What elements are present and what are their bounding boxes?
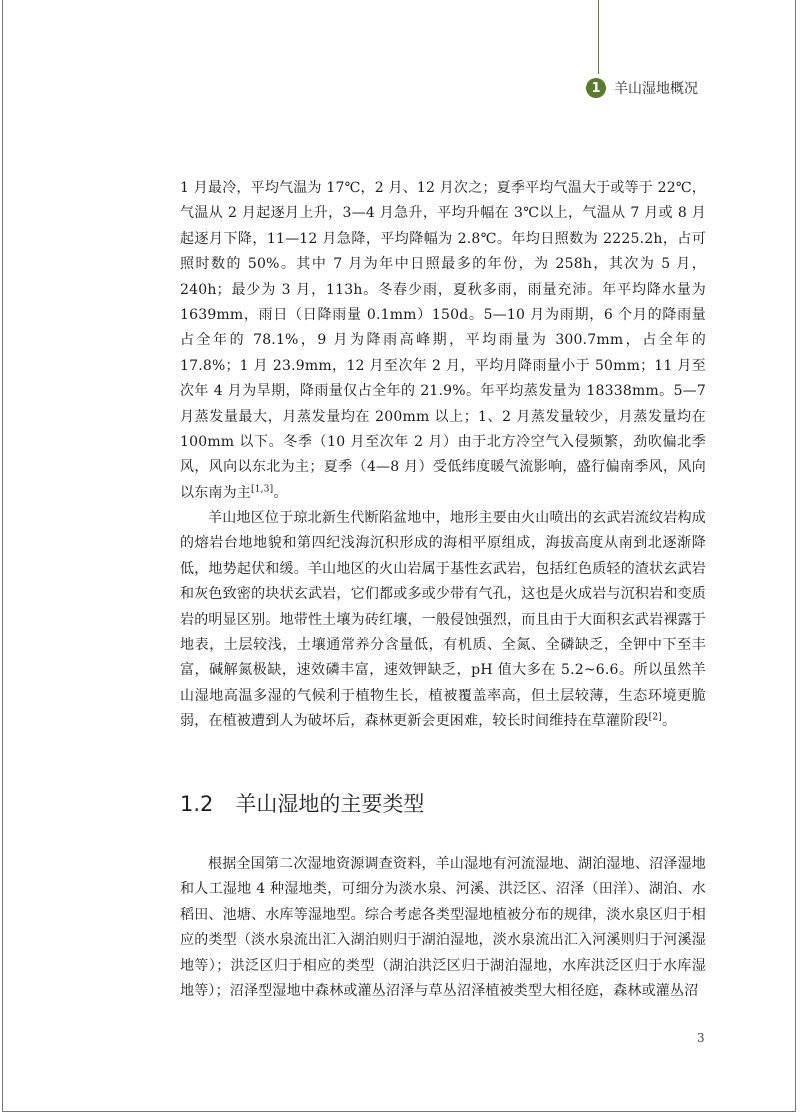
climate-end: 。	[273, 484, 288, 501]
types-paragraph-block	[180, 852, 706, 1004]
geology-text: 羊山地区位于琼北新生代断陷盆地中，地形主要由火山喷出的玄武岩流纹岩构成的熔岩台地地貌和第四纪浅海沉积形成的海相平原组成，海拔高度从南到北逐渐降低，地势起伏和缓。羊山地区的火山岩属于基性玄武岩，包括红色质轻的渣状玄武岩和灰色致密的块状玄武岩，它们都或多或少带有气孔，这也是火成岩与沉积岩和变质岩的明显区别。地带性土壤为砖红壤，一般侵蚀强烈，而且由于大面积玄武岩裸露于地表，土层较浅，土壤通常养分含量低，有机质、全氮、全磷缺乏，全钾中下至丰富，碱解氮极缺，速效磷丰富，速效钾缺乏，pH 值大多在 5.2~6.6。所以虽然羊山湿地高温多湿的气候利于植物生长，植被覆盖率高，但土层较薄，生态环境更脆弱，在植被遭到人为破坏后，森林更新会更困难，较长时间维持在草灌阶段	[180, 510, 706, 730]
page-number: 3	[697, 1031, 705, 1045]
citation-2: [2]	[648, 712, 662, 723]
chapter-title: 羊山湿地概况	[614, 81, 698, 97]
chapter-header	[586, 78, 698, 98]
section-number: 1.2	[180, 792, 214, 816]
citation-1-3: [1,3]	[251, 484, 274, 495]
climate-paragraph	[180, 176, 706, 506]
types-paragraph: 根据全国第二次湿地资源调查资料，羊山湿地有河流湿地、湖泊湿地、沼泽湿地和人工湿地 4 种湿地类，可细分为淡水泉、河溪、洪泛区、沼泽（田洋）、湖泊、水稻田、池塘、水库等湿地型。综合考虑各类型湿地植被分布的规律，淡水泉区归于相应的类型（淡水泉流出汇入湖泊则归于湖泊湿地，淡水泉流出汇入河溪则归于河溪湿地等）；洪泛区归于相应的类型（湖泊洪泛区归于湖泊湿地，水库洪泛区归于水库湿地等）；沼泽型湿地中森林或灌丛沼泽与草丛沼泽植被类型大相径庭，森林或灌丛沼	[180, 856, 706, 1000]
section-title: 羊山湿地的主要类型	[235, 792, 425, 816]
chapter-number-badge: 1	[586, 78, 606, 98]
climate-paragraph-block	[180, 176, 706, 506]
header-rule	[598, 0, 599, 74]
climate-text: 1 月最冷，平均气温为 17℃，2 月、12 月次之；夏季平均气温大于或等于 22℃，气温从 2 月起逐月上升，3—4 月急升，平均升幅在 3℃以上，气温从 7 月或 8 月起逐月下降，11—12 月急降，平均降幅为 2.8℃。年均日照数为 2225.2h，占可照时数的 50%。其中 7 月为年中日照最多的年份，为 258h，其次为 5 月，240h；最少为 3 月，113h。冬春少雨，夏秋多雨，雨量充沛。年平均降水量为 1639mm，雨日（日降雨量 0.1mm）150d。5—10 月为雨期，6 个月的降雨量占全年的 78.1%，9 月为降雨高峰期，平均雨量为 300.7mm，占全年的 17.8%；1 月 23.9mm，12 月至次年 2 月，平均月降雨量小于 50mm；11 月至次年 4 月为旱期，降雨量仅占全年的 21.9%。年平均蒸发量为 18338mm。5—7 月蒸发量最大，月蒸发量均在 200mm 以上；1、2 月蒸发量较少，月蒸发量均在 100mm 以下。冬季（10 月至次年 2 月）由于北方冷空气入侵频繁，劲吹偏北季风，风向以东北为主；夏季（4—8 月）受低纬度暖气流影响，盛行偏南季风，风向以东南为主	[180, 180, 706, 501]
geology-paragraph-block	[180, 506, 706, 735]
geology-end: 。	[661, 713, 677, 730]
geology-paragraph	[180, 506, 706, 735]
section-heading	[180, 788, 424, 818]
